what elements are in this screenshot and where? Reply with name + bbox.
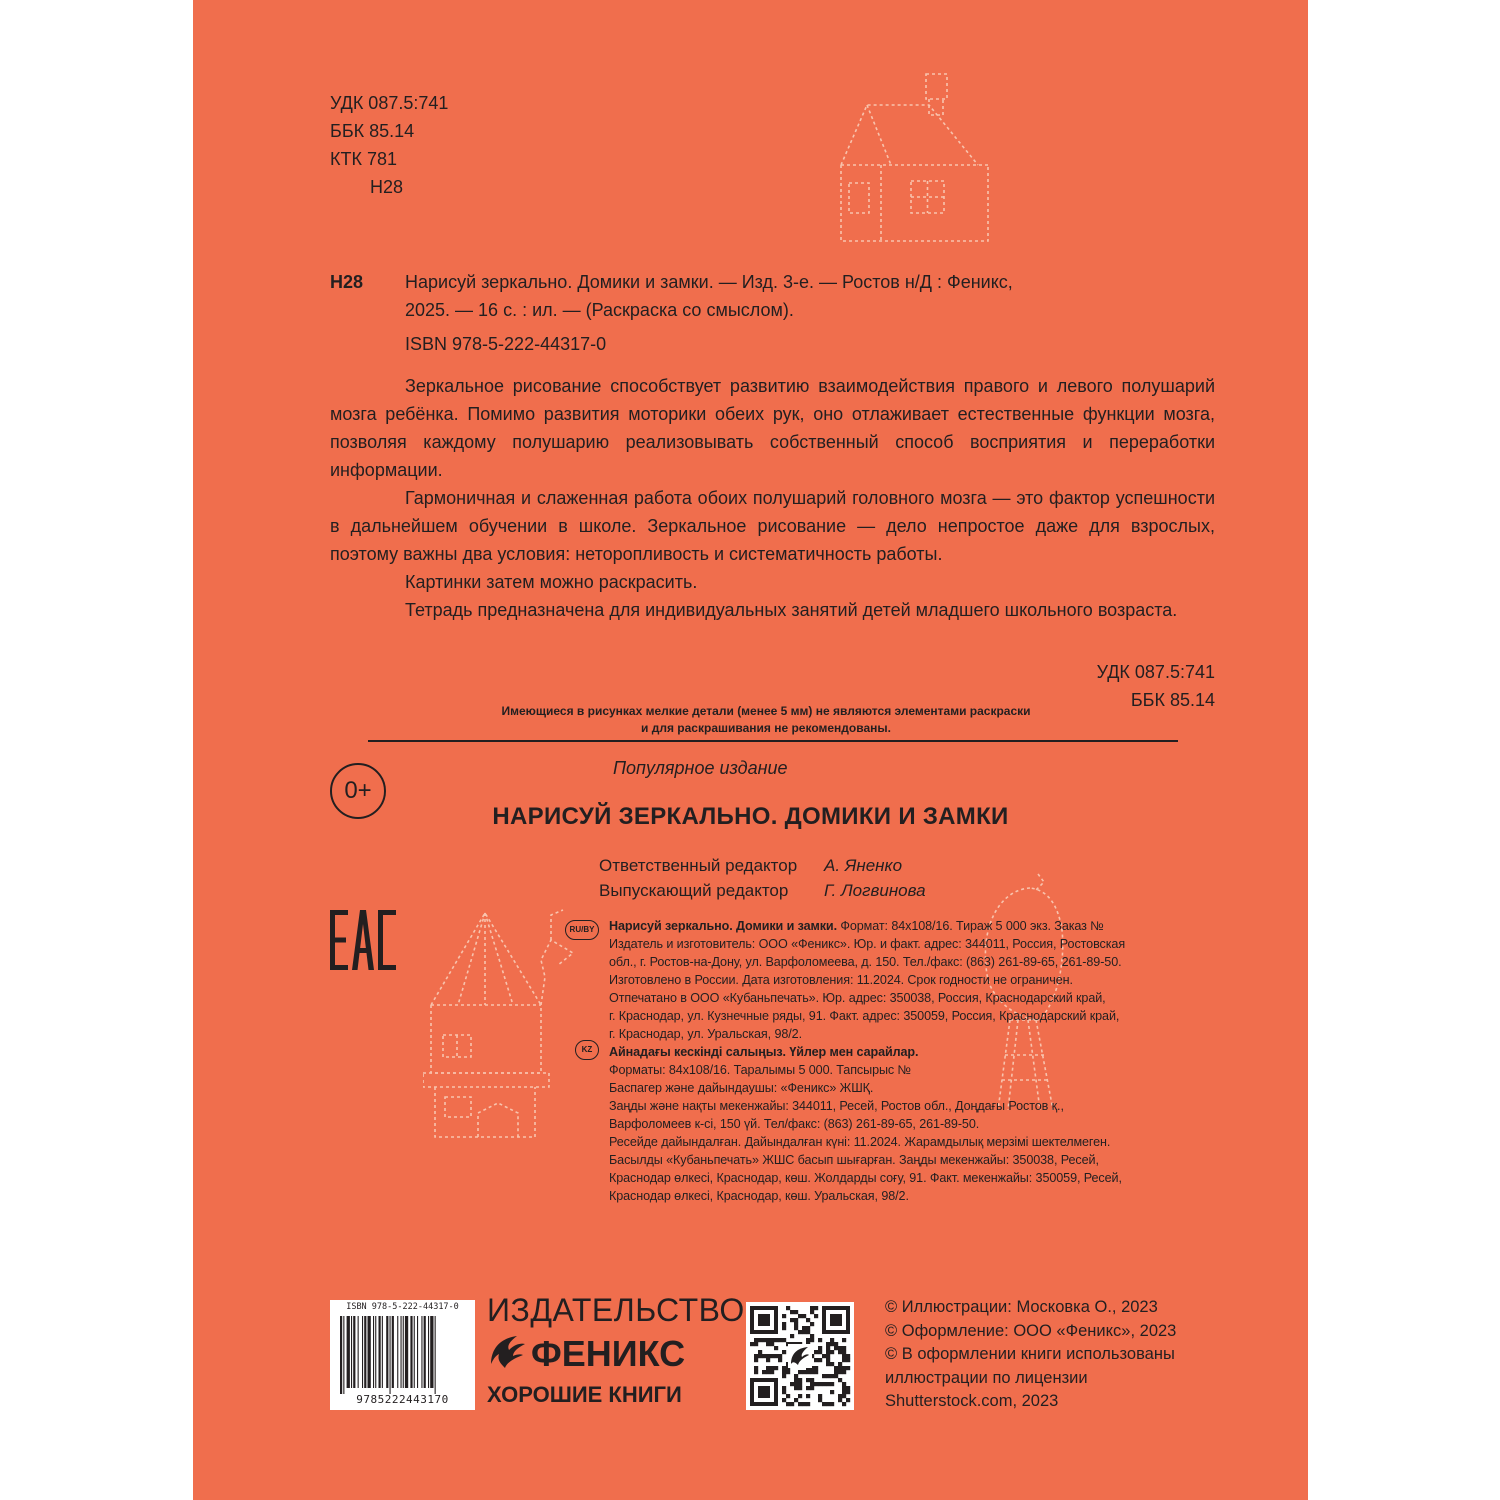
bibliographic-line-2: 2025. — 16 с. : ил. — (Раскраска со смыслом). [405,300,794,320]
imprint-ru-title: Нарисуй зеркально. Домики и замки. [609,919,837,933]
copyright-line: иллюстрации по лицензии [885,1368,1088,1387]
ru-by-badge: RU/BY [565,920,599,940]
imprint-line: Заңды және нақты мекенжайы: 344011, Ресей, Ростов обл., Доңдағы Ростов қ., [609,1099,1064,1113]
phoenix-logo-icon [487,1334,527,1370]
imprint-line: Форматы: 84x108/16. Таралымы 5 000. Тапсырыс № [609,1063,911,1077]
ktk-code: КТК 781 [330,149,397,169]
editors-block [599,853,926,903]
imprint-line: Отпечатано в ООО «Кубаньпечать». Юр. адрес: 350038, Россия, Краснодарский край, [609,991,1106,1005]
publisher-name: ФЕНИКС [531,1333,686,1374]
tower-outline-illustration [423,905,593,1145]
eac-mark-icon [330,910,396,970]
coloring-note-line-1: Имеющиеся в рисунках мелкие детали (менее 5 мм) не являются элементами раскраски [501,704,1031,718]
copyright-line: Shutterstock.com, 2023 [885,1392,1059,1410]
editor-role: Выпускающий редактор [599,881,789,900]
classification-block-right [1097,658,1215,714]
edition-type: Популярное издание [613,758,788,778]
annotation-paragraph: Зеркальное рисование способствует развитию взаимодействия правого и левого полушарий мозга ребёнка. Помимо развития моторики обеих рук, оно отлаживает естественные функции мозга, позволяя каждому полушарию реализовывать собственный способ восприятия и переработки информации. [330,376,1215,480]
editor-name: Г. Логвинова [824,881,926,900]
imprint-line: Басылды «Кубаньпечать» ЖШС басып шығарған. Заңды мекенжайы: 350038, Ресей, [609,1153,1099,1167]
editor-role: Ответственный редактор [599,856,798,875]
kz-badge: KZ [575,1040,599,1060]
qr-code [746,1302,854,1410]
coloring-note [456,703,1076,737]
barcode-number: 9785222443170 [356,1393,449,1406]
barcode-bars-icon [340,1316,465,1394]
annotation [330,372,1215,624]
annotation-paragraph: Гармоничная и слаженная работа обоих полушарий головного мозга — это фактор успешности в дальнейшем обучении в школе. Зеркальное рисование — дело непростое даже для взрослых, поэтому важны два условия: неторопливость и систематичность работы. [330,488,1215,564]
qr-code-icon [746,1302,854,1410]
publisher-name-row [487,1333,685,1375]
imprint-line: Краснодар өлкесі, Краснодар, көш. Уральская, 98/2. [609,1189,909,1203]
bibliographic-line-1: Нарисуй зеркально. Домики и замки. — Изд. 3-е. — Ростов н/Д : Феникс, [405,272,1013,292]
house-outline-illustration [833,65,998,250]
imprint-line: обл., г. Ростов-на-Дону, ул. Варфоломеева, д. 150. Тел./факс: (863) 261-89-65, 261-89-50. [609,955,1122,969]
barcode [330,1300,475,1410]
coloring-note-line-2: и для раскрашивания не рекомендованы. [641,721,891,735]
udk-code: УДК 087.5:741 [330,93,449,113]
editor-name: А. Яненко [824,856,903,875]
imprint-line: Изготовлено в России. Дата изготовления: 11.2024. Срок годности не ограничен. [609,973,1073,987]
bbk-code: ББК 85.14 [330,121,415,141]
isbn-line: ISBN 978-5-222-44317-0 [405,334,607,354]
author-sign: Н28 [370,177,404,197]
copyright-block [885,1296,1176,1414]
book-title: НАРИСУЙ ЗЕРКАЛЬНО. ДОМИКИ И ЗАМКИ [492,803,1009,830]
imprint-ru-title-row [609,917,1209,935]
imprint-line: Издатель и изготовитель: ООО «Феникс». Юр. и факт. адрес: 344011, Россия, Ростовская [609,937,1126,951]
bibliographic-sign: Н28 [330,272,364,292]
imprint-line: г. Краснодар, ул. Кузнечные ряды, 91. Факт. адрес: 350059, Россия, Краснодарский край, [609,1009,1120,1023]
imprint-line: Баспагер және дайындаушы: «Феникс» ЖШҚ. [609,1081,874,1095]
imprint-line: Ресейде дайындалған. Дайындалған күні: 11.2024. Жарамдылық мерзімі шектелмеген. [609,1135,1111,1149]
copyright-line: © В оформлении книги использованы [885,1345,1175,1363]
bbk-code-right: ББК 85.14 [1130,690,1215,710]
editor-row [599,853,926,878]
barcode-isbn: ISBN 978-5-222-44317-0 [346,1302,459,1312]
copyright-line: © Иллюстрации: Московка О., 2023 [885,1298,1158,1316]
classification-block-top [330,89,448,201]
age-rating-badge: 0+ [330,763,386,819]
imprint-block [609,917,1209,1205]
annotation-paragraph: Тетрадь предназначена для индивидуальных занятий детей младшего школьного возраста. [405,600,1178,620]
imprint-line: Краснодар өлкесі, Краснодар, көш. Жолдарды соғу, 91. Факт. мекенжайы: 350059, Ресей, [609,1171,1122,1185]
imprint-ru-title-rest: Формат: 84x108/16. Тираж 5 000 экз. Заказ № [836,919,1104,933]
imprint-line: Варфоломеев к-сі, 150 үй. Тел/факс: (863) 261-89-65, 261-89-50. [609,1117,980,1131]
udk-code-right: УДК 087.5:741 [1096,662,1215,682]
book-back-cover [193,0,1308,1500]
editor-row [599,878,926,903]
divider [368,740,1178,742]
publisher-label: ИЗДАТЕЛЬСТВО [487,1292,745,1328]
imprint-line: г. Краснодар, ул. Уральская, 98/2. [609,1027,802,1041]
annotation-paragraph: Картинки затем можно раскрасить. [405,572,698,592]
bibliographic-record [330,268,1225,324]
publisher-slogan: ХОРОШИЕ КНИГИ [487,1382,682,1407]
imprint-kz-title: Айнадағы кескінді салыңыз. Үйлер мен сарайлар. [609,1045,919,1059]
copyright-line: © Оформление: ООО «Феникс», 2023 [885,1321,1177,1340]
